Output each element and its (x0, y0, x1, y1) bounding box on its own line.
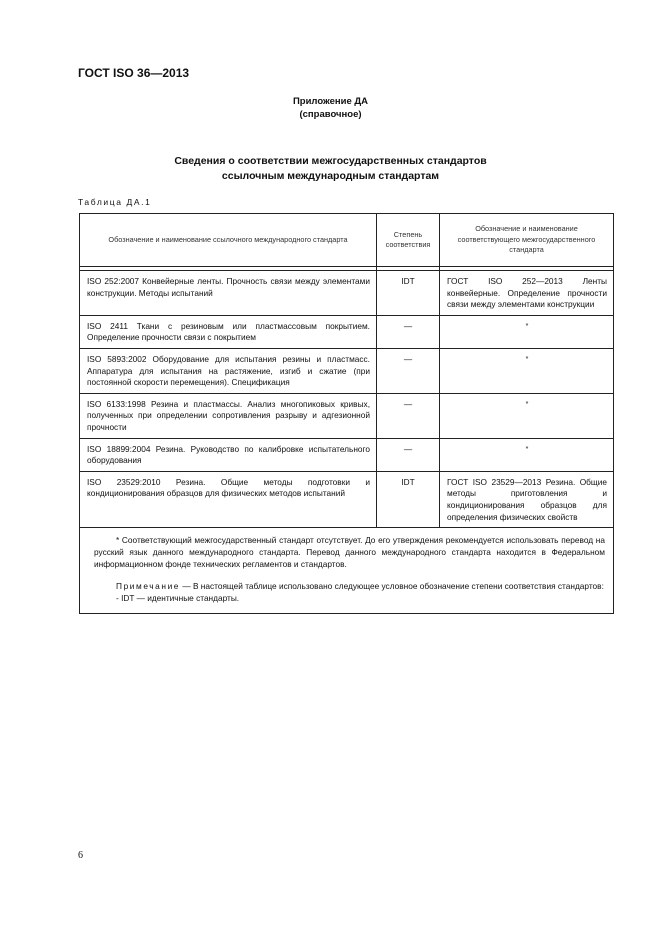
table-label: Таблица ДА.1 (78, 197, 152, 207)
remark (94, 581, 605, 593)
cell-gost-standard: * (440, 348, 614, 393)
remark-text: — В настоящей таблице использовано следующее условное обозначение степени соответствия стандартов: (180, 581, 604, 592)
remark-item: - IDT — идентичные стандарты. (116, 593, 240, 604)
document-header: ГОСТ ISO 36—2013 (78, 66, 190, 80)
cell-gost-standard: * (440, 438, 614, 471)
cell-intl-standard: ISO 5893:2002 Оборудование для испытания резины и пластмасс. Аппаратура для испытания на растяжение, изгиб и сжатие (при постоянной скорости перемещения). Спецификация (80, 348, 377, 393)
header-gost-standard: Обозначение и наименование соответствующего межгосударственного стандарта (440, 214, 614, 267)
cell-gost-standard: * (440, 315, 614, 348)
table-header-row (80, 214, 614, 267)
appendix-title: Приложение ДА (292, 96, 369, 107)
appendix-heading (0, 95, 661, 121)
cell-degree: — (377, 348, 440, 393)
section-title-line-2: ссылочным международным стандартам (221, 170, 440, 182)
table-row (80, 438, 614, 471)
page-number: 6 (78, 850, 83, 861)
table-row (80, 471, 614, 527)
remark-label: Примечание (116, 581, 181, 592)
header-intl-standard: Обозначение и наименование ссылочного международного стандарта (80, 214, 377, 267)
cell-intl-standard: ISO 23529:2010 Резина. Общие методы подготовки и кондиционирования образцов для физических методов испытаний (80, 471, 377, 527)
footnote: * Соответствующий межгосударственный стандарт отсутствует. До его утверждения рекомендуется использовать перевод на русский язык данного международного стандарта. Перевод данного международного стандарта находится в Федеральном информационном фонде технических регламентов и стандартов. (94, 535, 605, 569)
cell-gost-standard: ГОСТ ISO 252—2013 Ленты конвейерные. Определение прочности связи между элементами конструкции (440, 271, 614, 316)
appendix-subtitle: (справочное) (299, 109, 362, 120)
cell-intl-standard: ISO 18899:2004 Резина. Руководство по калибровке испытательного оборудования (80, 438, 377, 471)
cell-degree: — (377, 315, 440, 348)
cell-intl-standard: ISO 252:2007 Конвейерные ленты. Прочность связи между элементами конструкции. Методы испытаний (80, 271, 377, 316)
section-title (0, 154, 661, 184)
table-row (80, 348, 614, 393)
cell-gost-standard: * (440, 393, 614, 438)
table-notes-row (80, 528, 614, 614)
cell-intl-standard: ISO 6133:1998 Резина и пластмассы. Анализ многопиковых кривых, полученных при определении сопротивления разрыву и адгезионной прочности (80, 393, 377, 438)
header-degree: Степень соответствия (377, 214, 440, 267)
table-row (80, 271, 614, 316)
table-row (80, 315, 614, 348)
correspondence-table (79, 213, 614, 614)
cell-intl-standard: ISO 2411 Ткани с резиновым или пластмассовым покрытием. Определение прочности связи с покрытием (80, 315, 377, 348)
cell-degree: IDT (377, 271, 440, 316)
section-title-line-1: Сведения о соответствии межгосударственных стандартов (174, 155, 487, 167)
cell-degree: — (377, 438, 440, 471)
cell-gost-standard: ГОСТ ISO 23529—2013 Резина. Общие методы приготовления и кондиционирования образцов для определения физических свойств (440, 471, 614, 527)
cell-degree: IDT (377, 471, 440, 527)
table-notes (80, 528, 614, 614)
table-row (80, 393, 614, 438)
cell-degree: — (377, 393, 440, 438)
